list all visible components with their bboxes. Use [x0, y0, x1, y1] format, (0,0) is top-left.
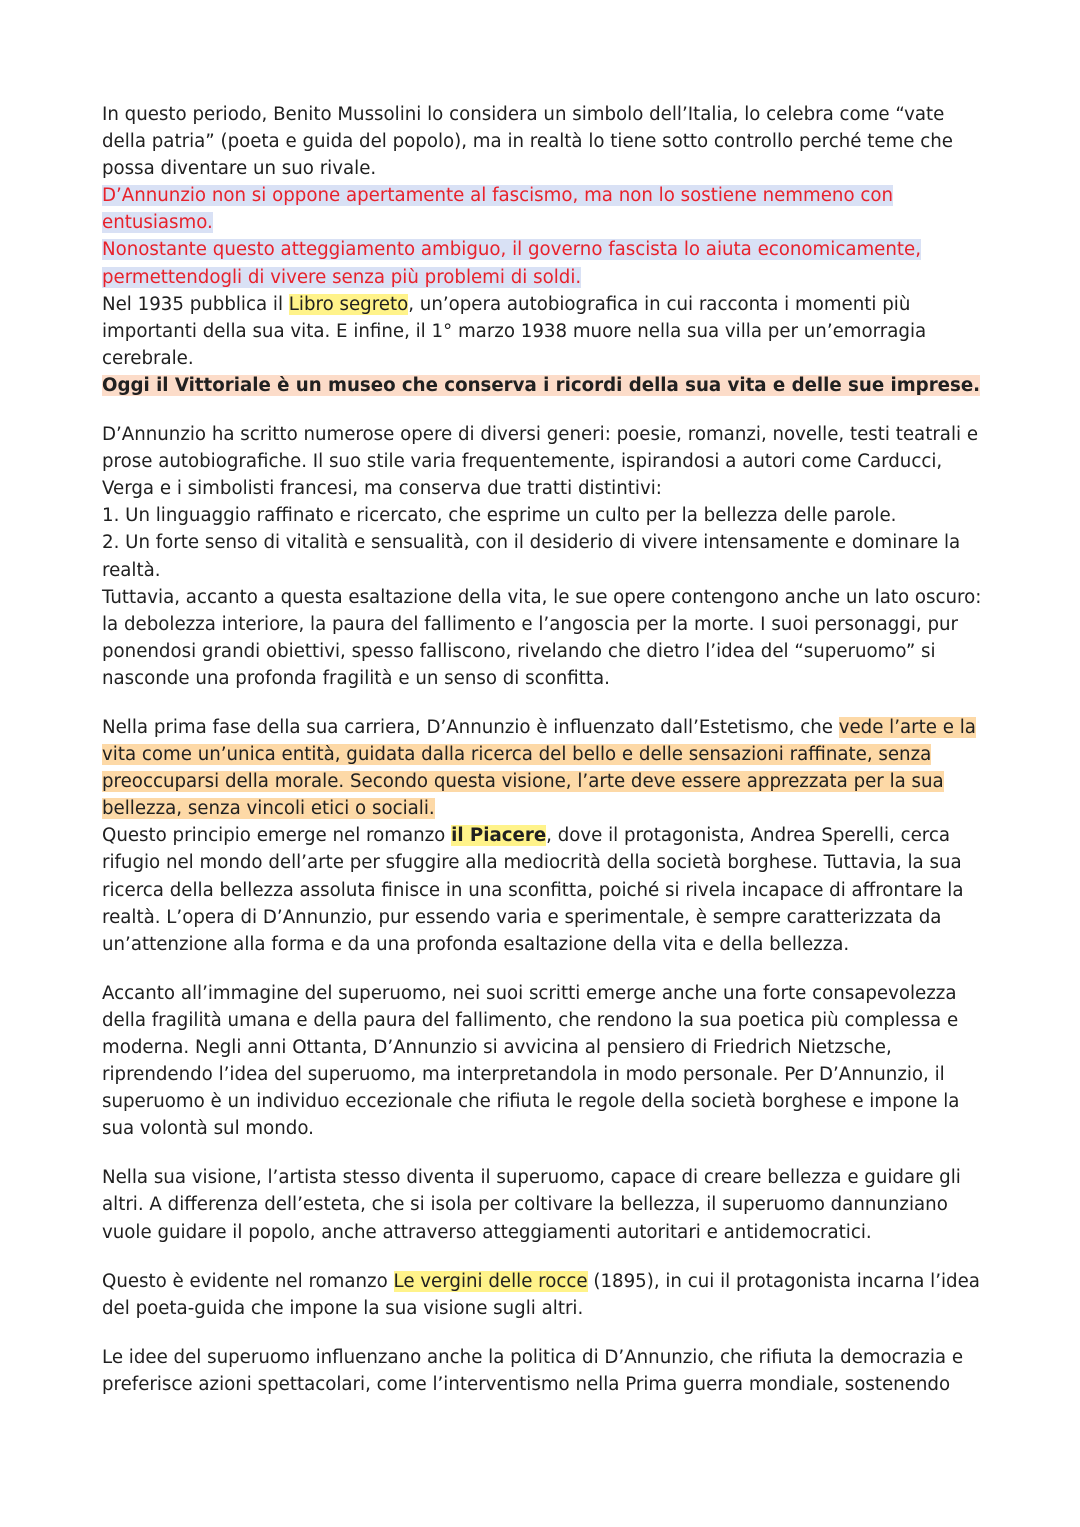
highlight-blue: Nonostante questo atteggiamento ambiguo, il governo fascista lo aiuta economicamente, permettendogli di vivere senza più problemi di soldi.: [102, 239, 922, 288]
paragraph-superuomo: Accanto all’immagine del superuomo, nei suoi scritti emerge anche una forte consapevolezza della fragilità umana e della paura del fallimento, che rendono la sua poetica più complessa e moderna. Negli anni Ottanta, D’Annunzio si avvicina al pensiero di Friedrich Nietzsche, riprendendo l’idea del superuomo, ma interpretandola in modo personale. Per D’Annunzio, il superuomo è un individuo eccezionale che rifiuta le regole della società borghese e impone la sua volontà sul mondo.: [102, 982, 960, 1140]
paragraph-vittoriale: [102, 372, 982, 399]
highlight-vergini-delle-rocce: Le vergini delle rocce: [393, 1270, 588, 1292]
paragraph-fascismo: [102, 182, 982, 236]
highlight-blue: D’Annunzio non si oppone apertamente al fascismo, ma non lo sostiene nemmeno con entusiasmo.: [102, 185, 894, 234]
paragraph-libro-segreto: Nel 1935 pubblica il Libro segreto, un’opera autobiografica in cui racconta i momenti più importanti della sua vita. E infine, il 1° marzo 1938 muore nella sua villa per un’emorragia cerebrale.: [102, 293, 927, 369]
highlight-libro-segreto: Libro segreto: [288, 293, 409, 315]
paragraph-vergini: Questo è evidente nel romanzo Le vergini delle rocce (1895), in cui il protagonista incarna l’idea del poeta-guida che impone la sua visione sugli altri.: [102, 1270, 980, 1319]
paragraph-governo: [102, 236, 982, 290]
paragraph-lato-oscuro: Tuttavia, accanto a questa esaltazione della vita, le sue opere contengono anche un lato oscuro: la debolezza interiore, la paura del fallimento e l’angoscia per la morte. I suoi personaggi, pur ponendosi grandi obiettivi, spesso falliscono, rivelando che dietro l’idea del “superuomo” si nasconde una profonda fragilità e un senso di sconfitta.: [102, 586, 982, 689]
paragraph-opere: D’Annunzio ha scritto numerose opere di diversi generi: poesie, romanzi, novelle, testi teatrali e prose autobiografiche. Il suo stile varia frequentemente, ispirandosi a autori come Carducci, Verga e i simbolisti francesi, ma conserva due tratti distintivi:: [102, 424, 979, 500]
list-item-2: 2. Un forte senso di vitalità e sensualità, con il desiderio di vivere intensamente e dominare la realtà.: [102, 532, 961, 581]
document-page: [102, 101, 982, 1398]
paragraph-piacere: Questo principio emerge nel romanzo il Piacere, dove il protagonista, Andrea Sperelli, cerca rifugio nel mondo dell’arte per sfuggire alla mediocrità della società borghese. Tuttavia, la sua ricerca della bellezza assoluta finisce in una sconfitta, poiché si rivela incapace di affrontare la realtà. L’opera di D’Annunzio, pur essendo varia e sperimentale, è sempre caratterizzata da un’attenzione alla forma e da una profonda esaltazione della vita e della bellezza.: [102, 825, 964, 955]
highlight-estetismo: vede l’arte e la vita come un’unica entità, guidata dalla ricerca del bello e delle sensazioni raffinate, senza preoccuparsi della morale. Secondo questa visione, l’arte deve essere apprezzata per la sua bellezza, senza vincoli etici o sociali.: [102, 716, 976, 820]
highlight-vittoriale: Oggi il Vittoriale è un museo che conserva i ricordi della sua vita e delle sue imprese.: [102, 374, 981, 396]
paragraph-mussolini: In questo periodo, Benito Mussolini lo considera un simbolo dell’Italia, lo celebra come “vate della patria” (poeta e guida del popolo), ma in realtà lo tiene sotto controllo perché teme che possa diventare un suo rivale.: [102, 104, 953, 180]
paragraph-politica: Le idee del superuomo influenzano anche la politica di D’Annunzio, che rifiuta la democrazia e preferisce azioni spettacolari, come l’interventismo nella Prima guerra mondiale, sostenendo: [102, 1346, 964, 1395]
paragraph-artista: Nella sua visione, l’artista stesso diventa il superuomo, capace di creare bellezza e guidare gli altri. A differenza dell’esteta, che si isola per coltivare la bellezza, il superuomo dannunziano vuole guidare il popolo, anche attraverso atteggiamenti autoritari e antidemocratici.: [102, 1167, 961, 1243]
list-item-1: 1. Un linguaggio raffinato e ricercato, che esprime un culto per la bellezza delle parole.: [102, 505, 897, 527]
paragraph-estetismo: Nella prima fase della sua carriera, D’Annunzio è influenzato dall’Estetismo, che vede l’arte e la vita come un’unica entità, guidata dalla ricerca del bello e delle sensazioni raffinate, senza preoccuparsi della morale. Secondo questa visione, l’arte deve essere apprezzata per la sua bellezza, senza vincoli etici o sociali.: [102, 716, 976, 820]
highlight-il-piacere: il Piacere: [451, 825, 547, 847]
